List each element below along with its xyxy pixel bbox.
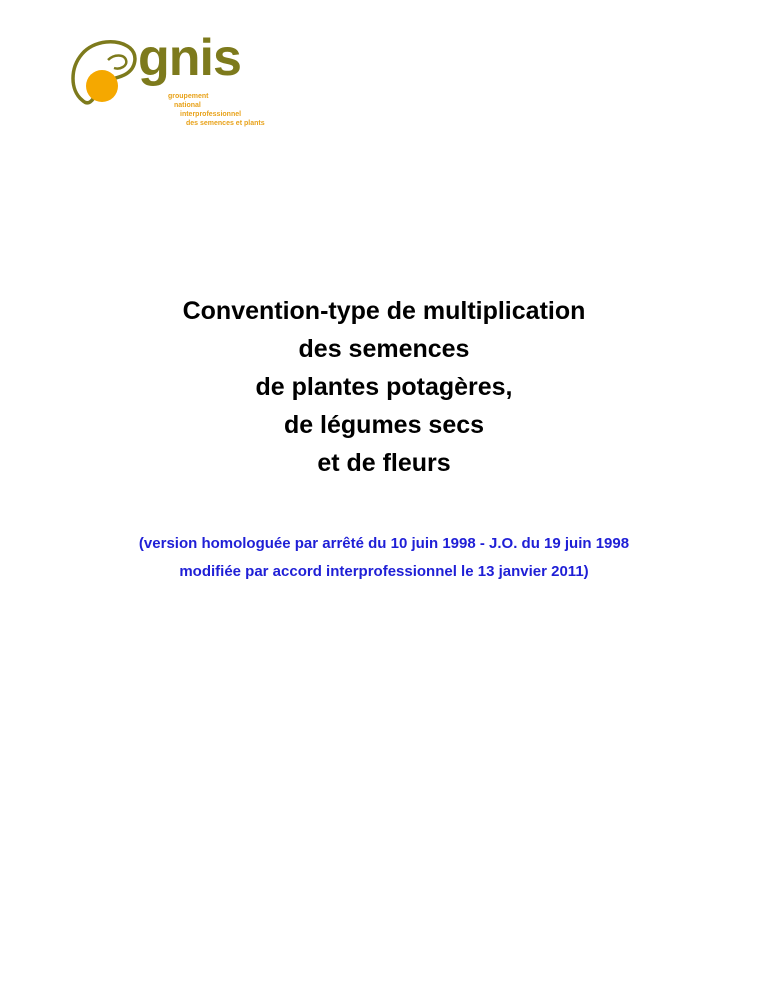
document-title xyxy=(0,292,768,482)
subtitle-line: (version homologuée par arrêté du 10 juin 1998 - J.O. du 19 juin 1998 xyxy=(138,535,630,552)
document-subtitle xyxy=(0,530,768,586)
title-line: de légumes secs xyxy=(283,411,485,439)
logo-tagline-line: national xyxy=(174,102,201,109)
title-line: de plantes potagères, xyxy=(255,373,513,401)
title-line: Convention-type de multiplication xyxy=(182,297,586,325)
logo-tagline-line: des semences et plants xyxy=(186,120,265,127)
logo-tagline-line: groupement xyxy=(168,93,209,100)
logo-tagline-line: interprofessionnel xyxy=(180,111,242,118)
gnis-seed-logo-icon xyxy=(68,38,148,108)
gnis-wordmark: gnis xyxy=(138,29,241,87)
subtitle-line: modifiée par accord interprofessionnel le 13 janvier 2011) xyxy=(179,563,589,580)
gnis-logo xyxy=(68,29,308,138)
title-line: et de fleurs xyxy=(317,449,451,477)
title-line: des semences xyxy=(298,335,470,363)
